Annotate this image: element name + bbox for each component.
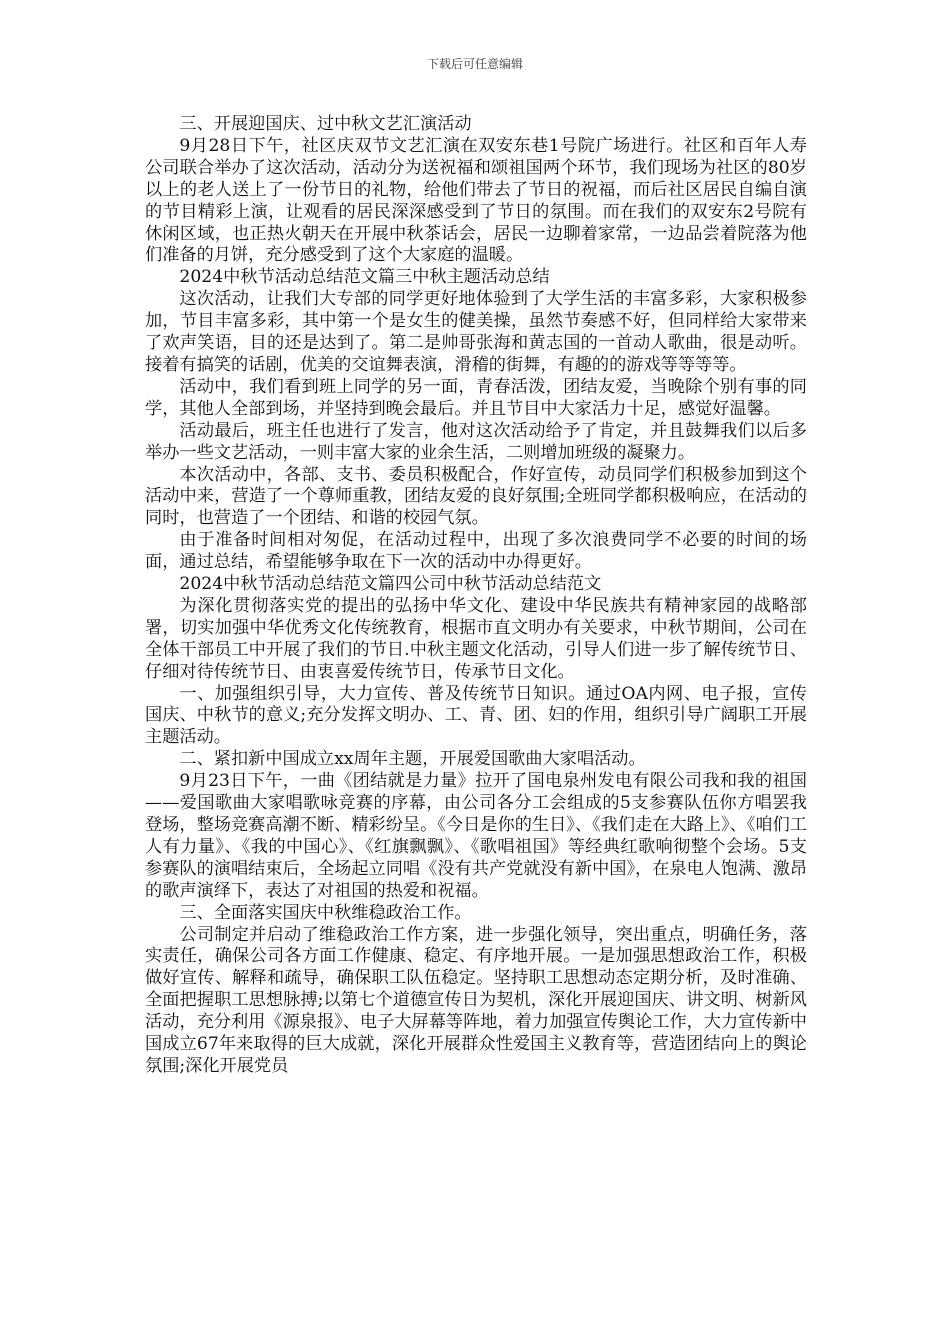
body-paragraph: 一、加强组织引导，大力宣传、普及传统节日知识。通过OA内网、电子报，宣传国庆、中秋节的意义;充分发挥文明办、工、青、团、妇的作用，组织引导广阔职工开展主题活动。: [145, 683, 807, 748]
body-paragraph: 为深化贯彻落实党的提出的弘扬中华文化、建设中华民族共有精神家园的战略部署，切实加强中华优秀文化传统教育，根据市直文明办有关要求，中秋节期间，公司在全体干部员工中开展了我们的节日.中秋主题文化活动，引导人们进一步了解传统节日、仔细对待传统节日、由衷喜爱传统节日，传承节日文化。: [145, 595, 807, 682]
body-paragraph: 公司制定并启动了维稳政治工作方案，进一步强化领导，突出重点，明确任务，落实责任，确保公司各方面工作健康、稳定、有序地开展。一是加强思想政治工作，积极做好宣传、解释和疏导，确保职工队伍稳定。坚持职工思想动态定期分析，及时准确、全面把握职工思想脉搏;以第七个道德宣传日为契机，深化开展迎国庆、讲文明、树新风活动，充分利用《源泉报》、电子大屏幕等阵地，着力加强宣传舆论工作，大力宣传新中国成立67年来取得的巨大成就，深化开展群众性爱国主义教育等，营造团结向上的舆论氛围;深化开展党员: [145, 924, 807, 1076]
section-heading: 2024中秋节活动总结范文篇四公司中秋节活动总结范文: [179, 574, 602, 595]
body-paragraph: 9月23日下午，一曲《团结就是力量》拉开了国电泉州发电有限公司我和我的祖国——爱国歌曲大家唱歌咏竞赛的序幕，由公司各分工会组成的5支参赛队伍你方唱罢我登场，整场竞赛高潮不断、精彩纷呈。《今日是你的生日》、《我们走在大路上》、《咱们工人有力量》、《我的中国心》、《红旗飘飘》、《歌唱祖国》等经典红歌响彻整个会场。5支参赛队的演唱结束后，全场起立同唱《没有共产党就没有新中国》，在泉电人饱满、激昂的歌声演绎下，表达了对祖国的热爱和祝福。: [145, 771, 807, 901]
body-paragraph: 由于准备时间相对匆促，在活动过程中，出现了多次浪费同学不必要的时间的场面，通过总结，希望能够争取在下一次的活动中办得更好。: [145, 530, 807, 573]
section-heading: 2024中秋节活动总结范文篇三中秋主题活动总结: [179, 267, 550, 288]
section-heading: 二、紧扣新中国成立xx周年主题，开展爱国歌曲大家唱活动。: [179, 749, 646, 770]
body-paragraph: 这次活动，让我们大专部的同学更好地体验到了大学生活的丰富多彩，大家积极参加，节目丰富多彩，其中第一个是女生的健美操，虽然节奏感不好，但同样给大家带来了欢声笑语，目的还是达到了。第二是帅哥张海和黄志国的一首动人歌曲，很是动听。接着有搞笑的话剧，优美的交谊舞表演，滑稽的街舞，有趣的的游戏等等等等。: [145, 289, 807, 375]
body-paragraph: 本次活动中，各部、支书、委员积极配合，作好宣传，动员同学们积极参加到这个活动中来，营造了一个尊师重教，团结友爱的良好氛围;全班同学都积极响应，在活动的同时，也营造了一个团结、和谐的校园气氛。: [145, 464, 807, 529]
body-paragraph: 9月28日下午，社区庆双节文艺汇演在双安东巷1号院广场进行。社区和百年人寿公司联合举办了这次活动，活动分为送祝福和颂祖国两个环节，我们现场为社区的80岁以上的老人送上了一份节日的礼物，给他们带去了节日的祝福，而后社区居民自编自演的节目精彩上演，让观看的居民深深感受到了节日的氛围。而在我们的双安东2号院有休闲区域，也正热火朝天在开展中秋茶话会，居民一边聊着家常，一边品尝着院落为他们准备的月饼，充分感受到了这个大家庭的温暖。: [145, 135, 807, 266]
page-header: 下载后可任意编辑: [426, 57, 523, 71]
section-heading: 三、全面落实国庆中秋维稳政治工作。: [179, 902, 472, 923]
section-heading: 三、开展迎国庆、过中秋文艺汇演活动: [179, 114, 472, 134]
body-paragraph: 活动最后，班主任也进行了发言，他对这次活动给予了肯定，并且鼓舞我们以后多举办一些文艺活动，一则丰富大家的业余生活，二则增加班级的凝聚力。: [145, 420, 807, 463]
document-body: [145, 114, 807, 1078]
body-paragraph: 活动中，我们看到班上同学的另一面，青春活泼，团结友爱，当晚除个别有事的同学，其他人全部到场，并坚持到晚会最后。并且节目中大家活力十足，感觉好温馨。: [145, 376, 807, 419]
